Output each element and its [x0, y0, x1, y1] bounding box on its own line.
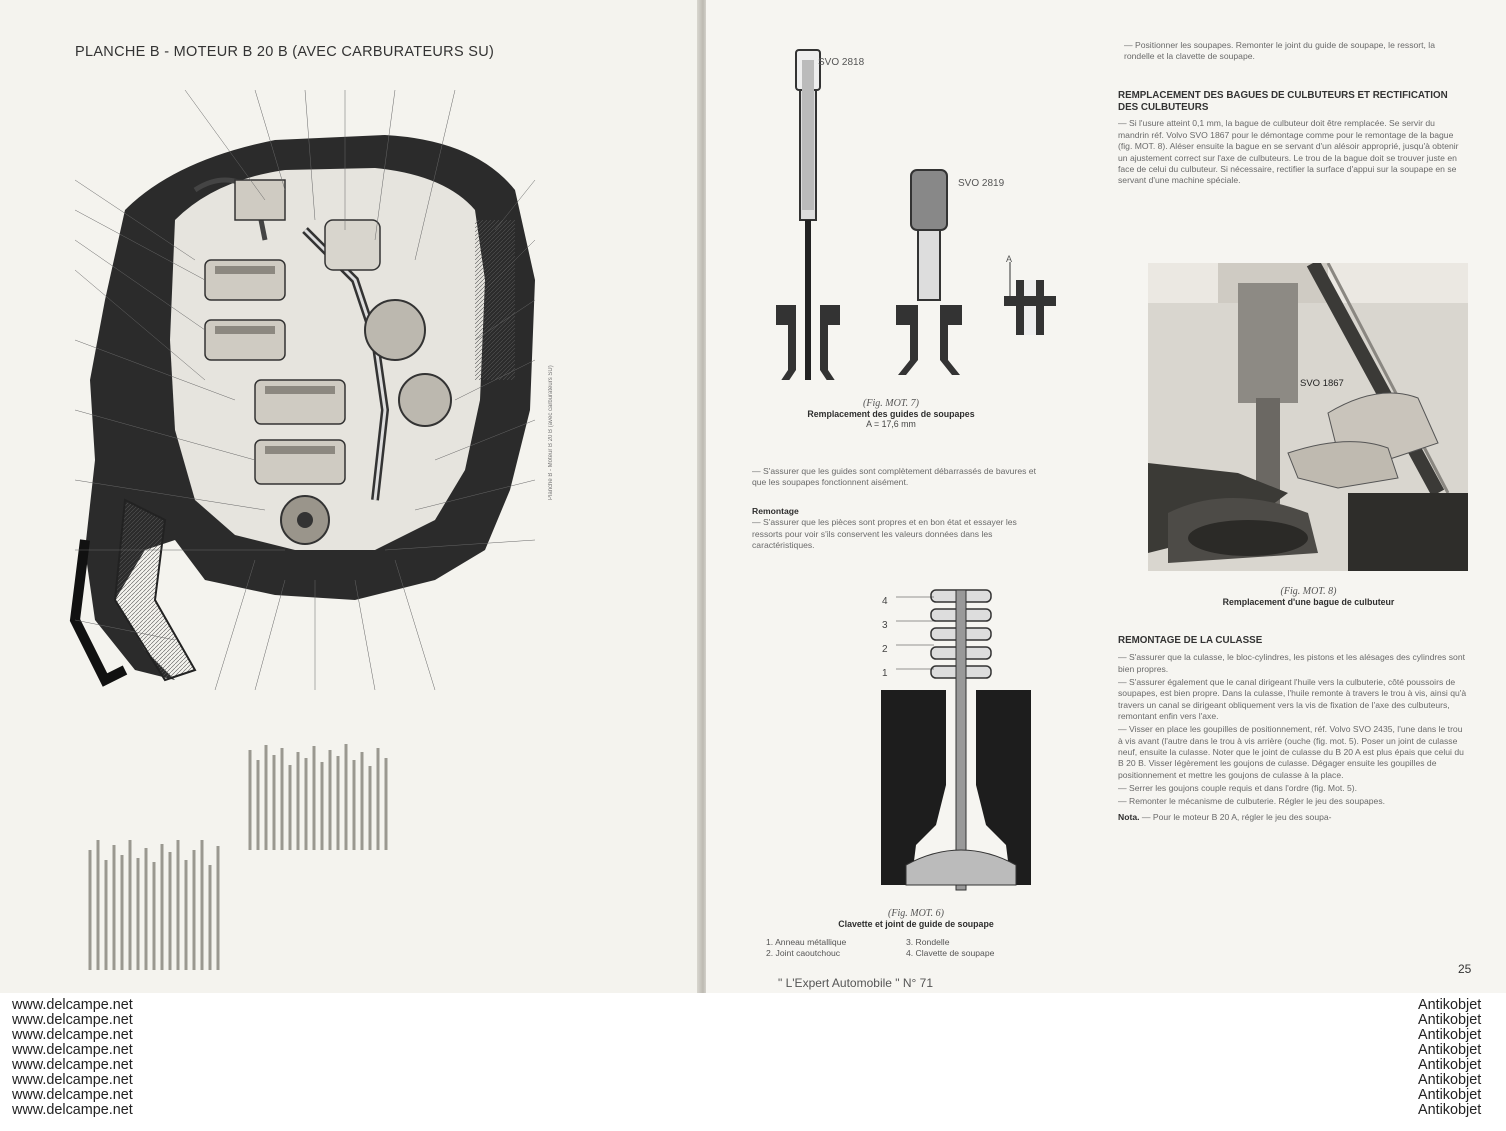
- watermark-line: www.delcampe.net: [12, 1057, 133, 1073]
- fig-6-number-2: 2: [882, 644, 888, 655]
- watermark-line: Antikobjet: [1418, 1042, 1482, 1058]
- section-bagues-heading: REMPLACEMENT DES BAGUES DE CULBUTEURS ET RECTIFICATION DES CULBUTEURS: [1118, 90, 1448, 114]
- remontage-section: [752, 506, 1044, 551]
- fig-6-number-4: 4: [882, 596, 888, 607]
- dimension-label-a: A: [1006, 254, 1013, 264]
- watermark-left: [12, 998, 133, 1118]
- watermark-line: Antikobjet: [1418, 1087, 1482, 1103]
- page-number: 25: [1458, 962, 1472, 976]
- watermark-line: www.delcampe.net: [12, 1102, 133, 1118]
- fig-8-ref: (Fig. MOT. 8): [1280, 586, 1337, 597]
- watermark-line: www.delcampe.net: [12, 997, 133, 1013]
- fig-6-number-3: 3: [882, 620, 888, 631]
- paragraph-guides: — S'assurer que les guides sont complètement débarrassés de bavures et que les soupapes fonctionnent aisément.: [752, 466, 1036, 488]
- watermark-line: Antikobjet: [1418, 1057, 1482, 1073]
- tool-label-svo-1867: SVO 1867: [1300, 378, 1344, 389]
- fig-8-photo: [1148, 263, 1468, 571]
- watermark-line: Antikobjet: [1418, 997, 1482, 1013]
- watermark-footer: [0, 993, 1506, 1131]
- tool-label-svo-2819: SVO 2819: [958, 178, 1005, 189]
- fig-6-caption: [796, 908, 1036, 929]
- tool-label-svo-2818: SVO 2818: [818, 57, 865, 68]
- watermark-line: www.delcampe.net: [12, 1027, 133, 1043]
- list-item: — Serrer les goujons couple requis et dans l'ordre (fig. Mot. 5).: [1118, 783, 1358, 794]
- fig-7-title: Remplacement des guides de soupapes: [807, 409, 975, 419]
- fig-7-subtitle: A = 17,6 mm: [866, 419, 916, 429]
- watermark-line: www.delcampe.net: [12, 1087, 133, 1103]
- list-item: — Remonter le mécanisme de culbuterie. Régler le jeu des soupapes.: [1118, 796, 1386, 807]
- fig-6-number-1: 1: [882, 668, 888, 679]
- section-bagues: [1118, 90, 1468, 187]
- nota-text: — Pour le moteur B 20 A, régler le jeu des soupa-: [1141, 811, 1332, 822]
- list-item: — S'assurer que la culasse, le bloc-cylindres, les pistons et les alésages des cylindres sont bien propres.: [1118, 652, 1465, 674]
- watermark-line: Antikobjet: [1418, 1072, 1482, 1088]
- fig-7-drawing: [766, 40, 1096, 380]
- nota-label: Nota.: [1118, 811, 1140, 822]
- watermark-line: www.delcampe.net: [12, 1042, 133, 1058]
- remontage-text: — S'assurer que les pièces sont propres et en bon état et essayer les ressorts pour voir s'ils conservent les valeurs données dans les caractéristiques.: [752, 517, 1017, 551]
- fig-6-legend-right: [906, 937, 1056, 960]
- legend-item-4: 4. Clavette de soupape: [906, 948, 995, 959]
- section-remontage-heading: REMONTAGE DE LA CULASSE: [1118, 635, 1263, 646]
- list-item: — S'assurer également que le canal dirigeant l'huile vers la culbuterie, côté poussoirs de soupapes, est bien propre. Dans la culasse, l'huile remonte à travers le trou à vis, ainsi qu'à travers un canal se dirigeant obliquement vers la vis de fixation de l'axe des culbuteurs, remontant enfin vers l'axe.: [1118, 676, 1467, 721]
- section-remontage-culasse: [1118, 635, 1468, 823]
- fig-7-caption: [746, 398, 1036, 429]
- watermark-line: Antikobjet: [1418, 1102, 1482, 1118]
- fig-8-caption: [1151, 586, 1466, 607]
- legend-item-2: 2. Joint caoutchouc: [766, 948, 841, 959]
- left-page: [0, 0, 700, 993]
- watermark-line: www.delcampe.net: [12, 1072, 133, 1088]
- remontage-heading: Remontage: [752, 506, 799, 516]
- watermark-line: Antikobjet: [1418, 1027, 1482, 1043]
- legend-item-3: 3. Rondelle: [906, 937, 950, 947]
- right-page: [706, 0, 1506, 993]
- plate-title: PLANCHE B - MOTEUR B 20 B (AVEC CARBURATEURS SU): [75, 44, 495, 60]
- fig-6-title: Clavette et joint de guide de soupape: [838, 919, 994, 929]
- engine-cutaway-illustration: [55, 80, 555, 700]
- fig-6-ref: (Fig. MOT. 6): [888, 908, 944, 919]
- section-remontage-body: [1118, 652, 1468, 823]
- fig-8-title: Remplacement d'une bague de culbuteur: [1222, 597, 1395, 607]
- fig-6-numbers: [882, 590, 888, 686]
- list-item: — Visser en place les goupilles de positionnement, réf. Volvo SVO 2435, l'une dans le trou à vis avant (l'autre dans le trou à vis arrière (ouche (fig. mot. 5). Poser un joint de culasse neuf, ensuite la culasse. Noter que le joint de culasse du B 20 A est plus épais que celui du B 20 B. Visser légèrement les goujons de culasse. Dégager ensuite les goupilles de positionnement et mettre les goujons de culasse à la place.: [1118, 724, 1464, 780]
- legend-item-1: 1. Anneau métallique: [766, 937, 847, 947]
- fig-6-legend-left: [766, 937, 886, 960]
- magazine-footer: " L'Expert Automobile " N° 71: [778, 976, 934, 990]
- watermark-line: Antikobjet: [1418, 1012, 1482, 1028]
- plate-side-caption: Planche B - Moteur B 20 B (avec carburateurs SU): [548, 365, 554, 500]
- paragraph-positionner: — Positionner les soupapes. Remonter le joint du guide de soupape, le ressort, la rondelle et la clavette de soupape.: [1124, 40, 1435, 62]
- plate-legend-text: [70, 740, 430, 980]
- section-bagues-text: — Si l'usure atteint 0,1 mm, la bague de culbuteur doit être remplacée. Se servir du mandrin réf. Volvo SVO 1867 pour le démontage comme pour le remontage de la bague (fig. MOT. 8). Aléser ensuite la bague en se servant d'un alésoir approprié, jusqu'à obtenir un ajustement correct sur l'axe de culbuteurs. Le trou de la bague doit se trouver juste en face de celui du culbuteur. Si nécessaire, rectifier la surface d'appui sur la soupape en se servant d'une machine spéciale.: [1118, 118, 1459, 186]
- fig-7-ref: (Fig. MOT. 7): [863, 398, 919, 409]
- watermark-right: [1418, 998, 1481, 1118]
- nota-line: [1118, 812, 1468, 823]
- fig-6-drawing: [876, 585, 1036, 905]
- watermark-line: www.delcampe.net: [12, 1012, 133, 1028]
